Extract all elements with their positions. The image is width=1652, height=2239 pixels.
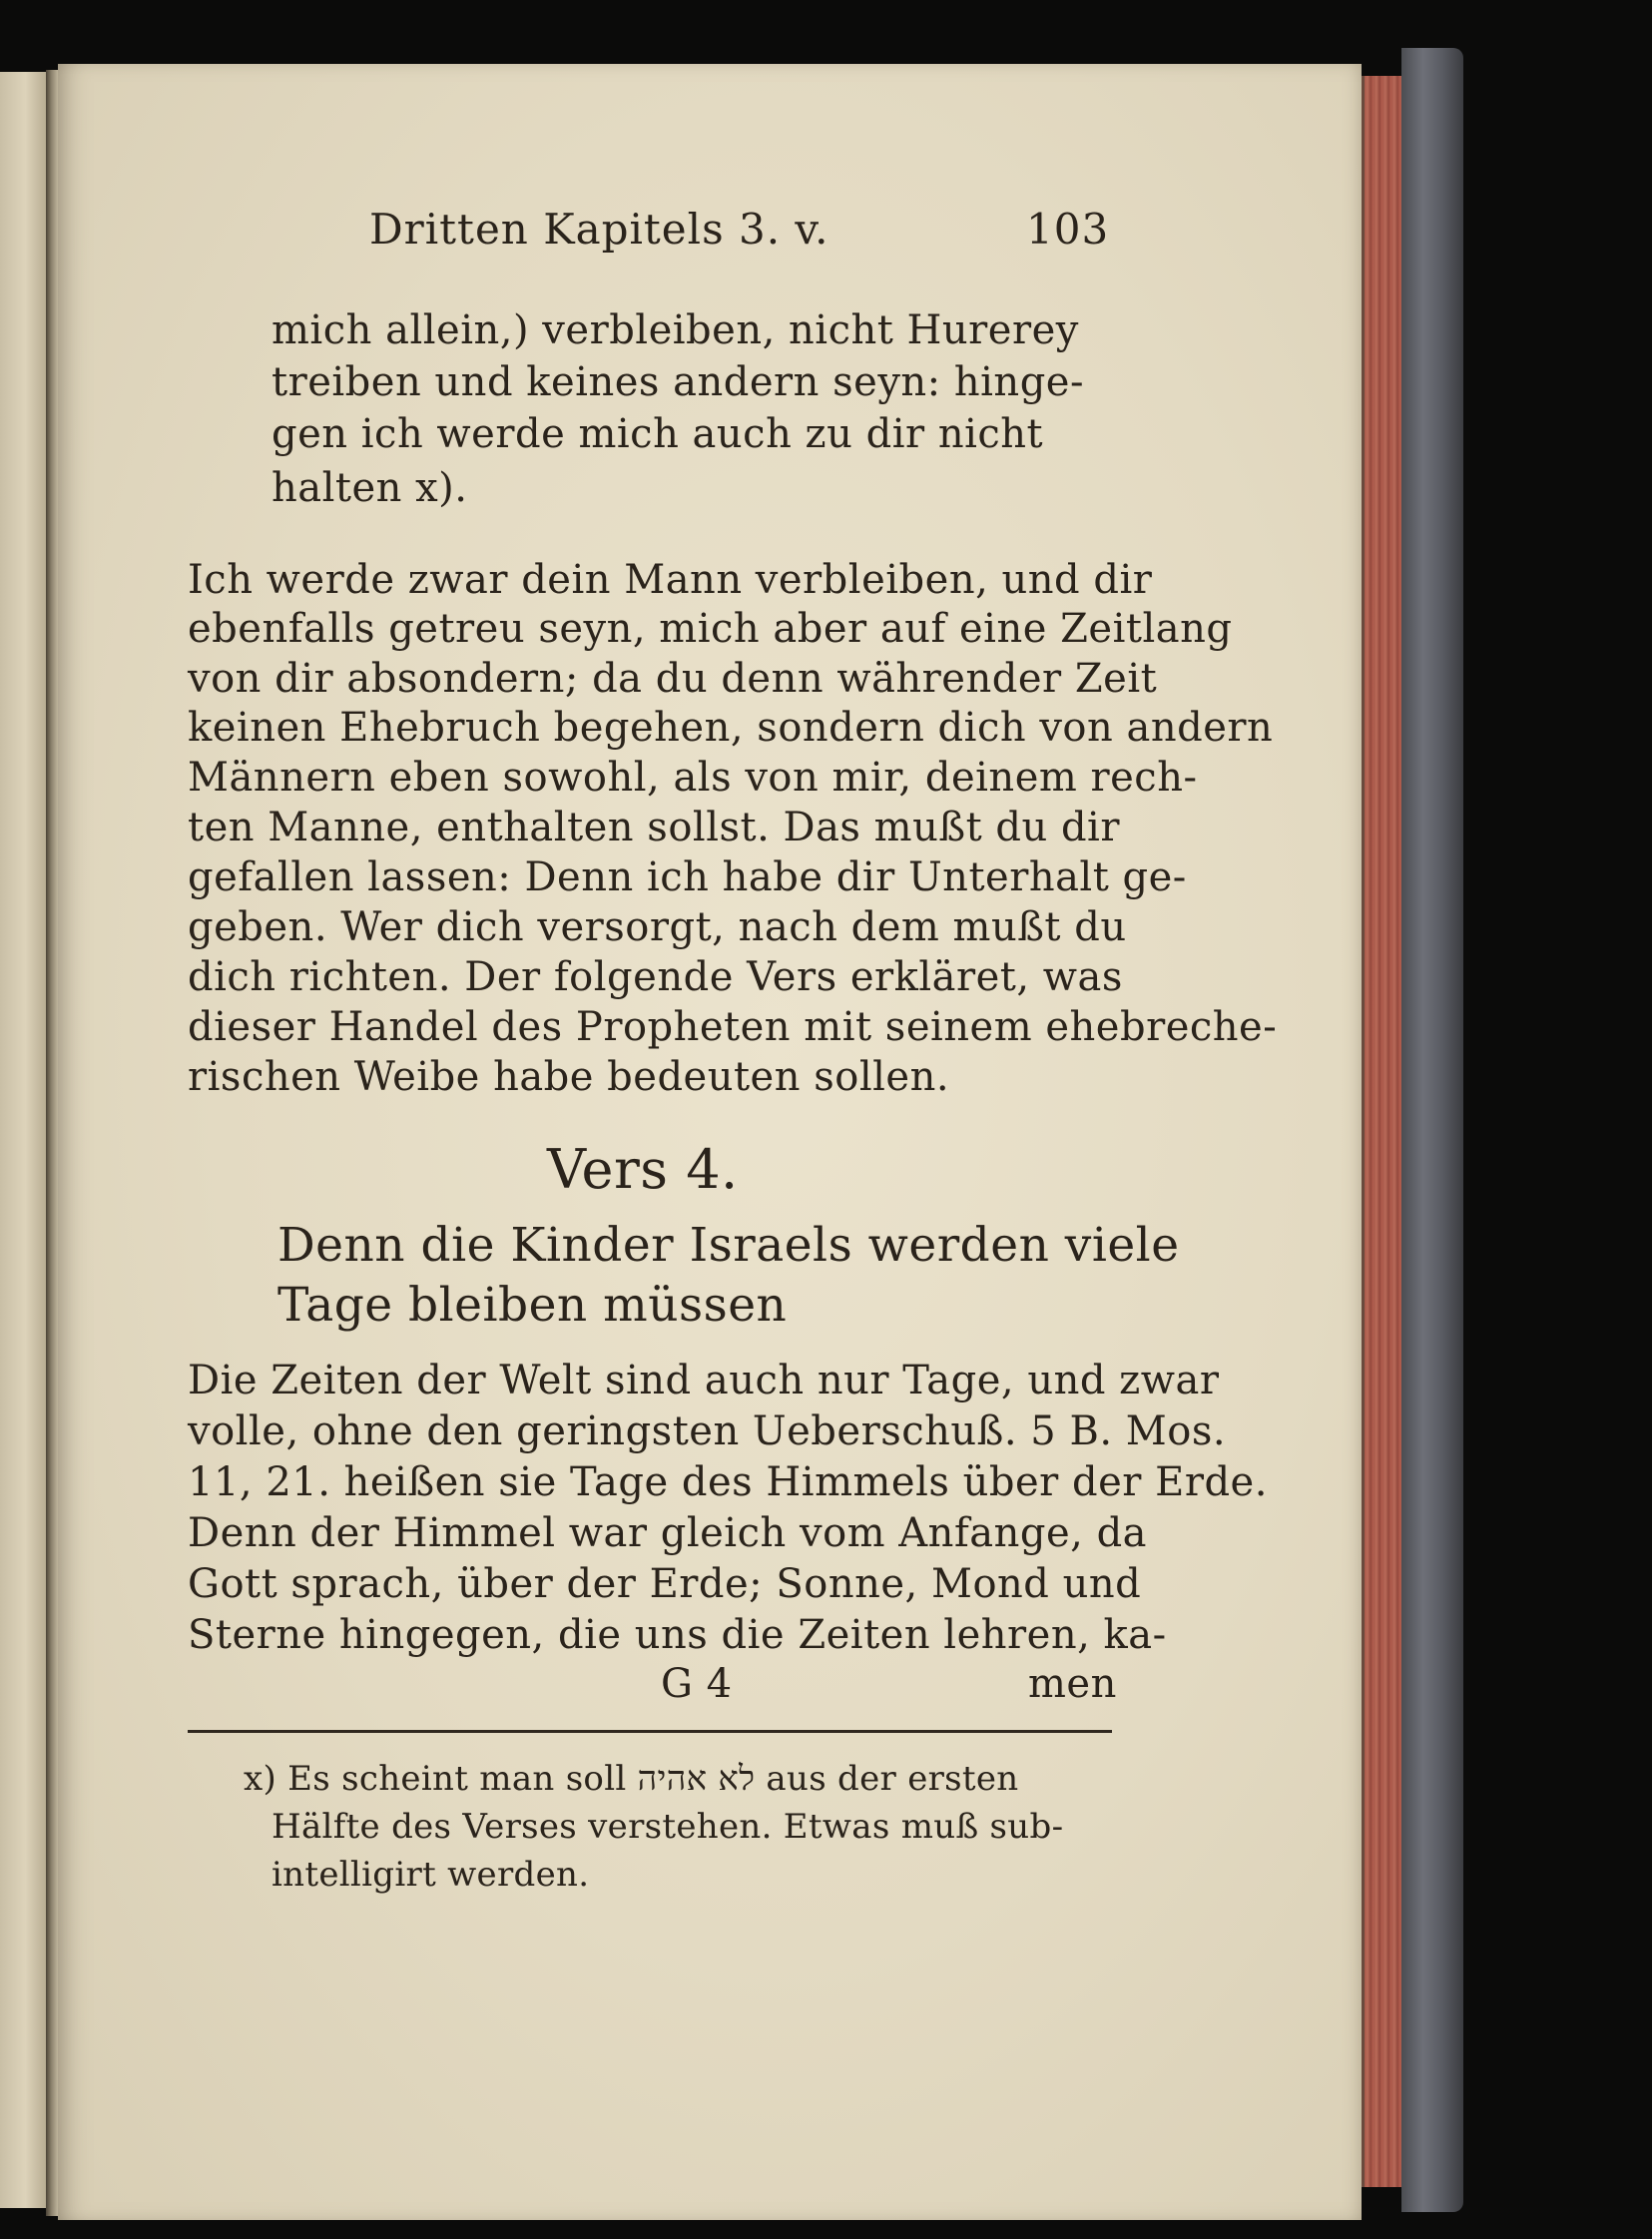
paragraph2-line: Männern eben sowohl, als von mir, deinem rech- (188, 755, 1198, 801)
running-title: Dritten Kapitels 3. v. (369, 205, 829, 254)
paragraph1-line: treiben und keines andern seyn: hinge- (272, 359, 1084, 405)
catchword: men (1028, 1661, 1117, 1707)
paragraph2-line: ebenfalls getreu seyn, mich aber auf eine Zeitlang (188, 606, 1233, 652)
paragraph1-line: gen ich werde mich auch zu dir nicht (272, 411, 1044, 457)
footnote-line: Hälfte des Verses verstehen. Etwas muß sub- (272, 1807, 1064, 1847)
paragraph3-line: Denn der Himmel war gleich vom Anfange, da (188, 1510, 1148, 1556)
verse-heading: Vers 4. (547, 1138, 739, 1201)
page-number: 103 (1026, 205, 1110, 254)
signature-mark: G 4 (661, 1661, 733, 1707)
paragraph3-line: Die Zeiten der Welt sind auch nur Tage, und zwar (188, 1358, 1220, 1403)
paragraph1-line: halten x). (272, 465, 468, 511)
verse-text-line: Denn die Kinder Israels werden viele (277, 1218, 1180, 1273)
footnote-rule (188, 1730, 1112, 1733)
paragraph2-line: keinen Ehebruch begehen, sondern dich von andern (188, 705, 1274, 751)
paragraph2-line: geben. Wer dich versorgt, nach dem mußt du (188, 904, 1127, 950)
facing-page-edge (0, 72, 48, 2208)
paragraph1-line: mich allein,) verbleiben, nicht Hurerey (272, 307, 1079, 353)
paragraph3-line: Sterne hingegen, die uns die Zeiten lehren, ka- (188, 1612, 1167, 1658)
footnote-line: x) Es scheint man soll לא אהיה aus der ersten (244, 1759, 1019, 1799)
paragraph3-line: volle, ohne den geringsten Ueberschuß. 5 B. Mos. (188, 1408, 1227, 1454)
paragraph2-line: dieser Handel des Propheten mit seinem ehebreche- (188, 1004, 1278, 1050)
paragraph3-line: Gott sprach, über der Erde; Sonne, Mond und (188, 1561, 1142, 1607)
paragraph2-line: ten Manne, enthalten sollst. Das mußt du dir (188, 805, 1120, 850)
book-cover-edge (1401, 48, 1463, 2212)
paragraph2-line: von dir absondern; da du denn währender Zeit (188, 656, 1158, 702)
verse-text-line: Tage bleiben müssen (277, 1278, 788, 1333)
footnote-line: intelligirt werden. (272, 1855, 590, 1895)
paragraph2-line: dich richten. Der folgende Vers erkläret, was (188, 954, 1123, 1000)
paragraph2-line: gefallen lassen: Denn ich habe dir Unterhalt ge- (188, 854, 1187, 900)
background-shadow (1463, 40, 1652, 2239)
paragraph2-line: Ich werde zwar dein Mann verbleiben, und dir (188, 557, 1153, 603)
paragraph3-line: 11, 21. heißen sie Tage des Himmels über der Erde. (188, 1459, 1268, 1505)
paragraph2-line: rischen Weibe habe bedeuten sollen. (188, 1054, 950, 1100)
red-page-edges (1362, 76, 1404, 2187)
